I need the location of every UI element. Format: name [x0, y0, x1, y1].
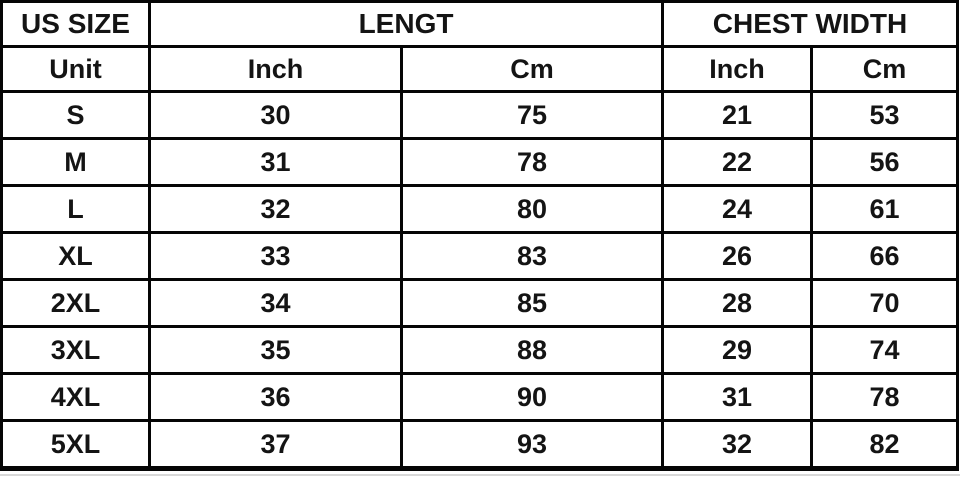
chest-inch-cell: 31	[663, 374, 812, 421]
size-label-cell: S	[2, 92, 150, 139]
size-label-cell: 5XL	[2, 421, 150, 469]
length-cm-cell: 90	[402, 374, 663, 421]
length-cm-cell: 88	[402, 327, 663, 374]
chest-inch-cell: 32	[663, 421, 812, 469]
chest-cm-cell: 82	[812, 421, 958, 469]
subheader-chest-inch: Inch	[663, 47, 812, 92]
size-label-cell: 2XL	[2, 280, 150, 327]
chest-cm-cell: 66	[812, 233, 958, 280]
length-cm-cell: 75	[402, 92, 663, 139]
chest-inch-cell: 28	[663, 280, 812, 327]
size-row-3xl	[2, 327, 958, 374]
size-row-m	[2, 139, 958, 186]
chest-inch-cell: 26	[663, 233, 812, 280]
chest-cm-cell: 53	[812, 92, 958, 139]
size-row-s	[2, 92, 958, 139]
length-inch-cell: 34	[150, 280, 402, 327]
header-chest-width: CHEST WIDTH	[663, 2, 958, 47]
chest-inch-cell: 24	[663, 186, 812, 233]
header-group-row	[2, 2, 958, 47]
chest-inch-cell: 22	[663, 139, 812, 186]
size-row-l	[2, 186, 958, 233]
size-label-cell: M	[2, 139, 150, 186]
length-cm-cell: 93	[402, 421, 663, 469]
table-bottom-shadow-line	[0, 474, 960, 476]
chest-cm-cell: 70	[812, 280, 958, 327]
size-label-cell: 3XL	[2, 327, 150, 374]
length-inch-cell: 31	[150, 139, 402, 186]
length-inch-cell: 33	[150, 233, 402, 280]
subheader-unit: Unit	[2, 47, 150, 92]
header-us-size: US SIZE	[2, 2, 150, 47]
length-cm-cell: 83	[402, 233, 663, 280]
size-row-4xl	[2, 374, 958, 421]
size-label-cell: XL	[2, 233, 150, 280]
subheader-lengt-cm: Cm	[402, 47, 663, 92]
size-label-cell: L	[2, 186, 150, 233]
size-row-2xl	[2, 280, 958, 327]
chest-cm-cell: 56	[812, 139, 958, 186]
length-inch-cell: 35	[150, 327, 402, 374]
chest-inch-cell: 29	[663, 327, 812, 374]
length-inch-cell: 32	[150, 186, 402, 233]
subheader-chest-cm: Cm	[812, 47, 958, 92]
length-cm-cell: 85	[402, 280, 663, 327]
size-row-xl	[2, 233, 958, 280]
length-cm-cell: 80	[402, 186, 663, 233]
length-inch-cell: 36	[150, 374, 402, 421]
length-cm-cell: 78	[402, 139, 663, 186]
size-row-5xl	[2, 421, 958, 469]
chest-cm-cell: 61	[812, 186, 958, 233]
unit-header-row	[2, 47, 958, 92]
chest-inch-cell: 21	[663, 92, 812, 139]
size-label-cell: 4XL	[2, 374, 150, 421]
length-inch-cell: 30	[150, 92, 402, 139]
subheader-lengt-inch: Inch	[150, 47, 402, 92]
chest-cm-cell: 74	[812, 327, 958, 374]
chest-cm-cell: 78	[812, 374, 958, 421]
length-inch-cell: 37	[150, 421, 402, 469]
header-lengt: LENGT	[150, 2, 663, 47]
